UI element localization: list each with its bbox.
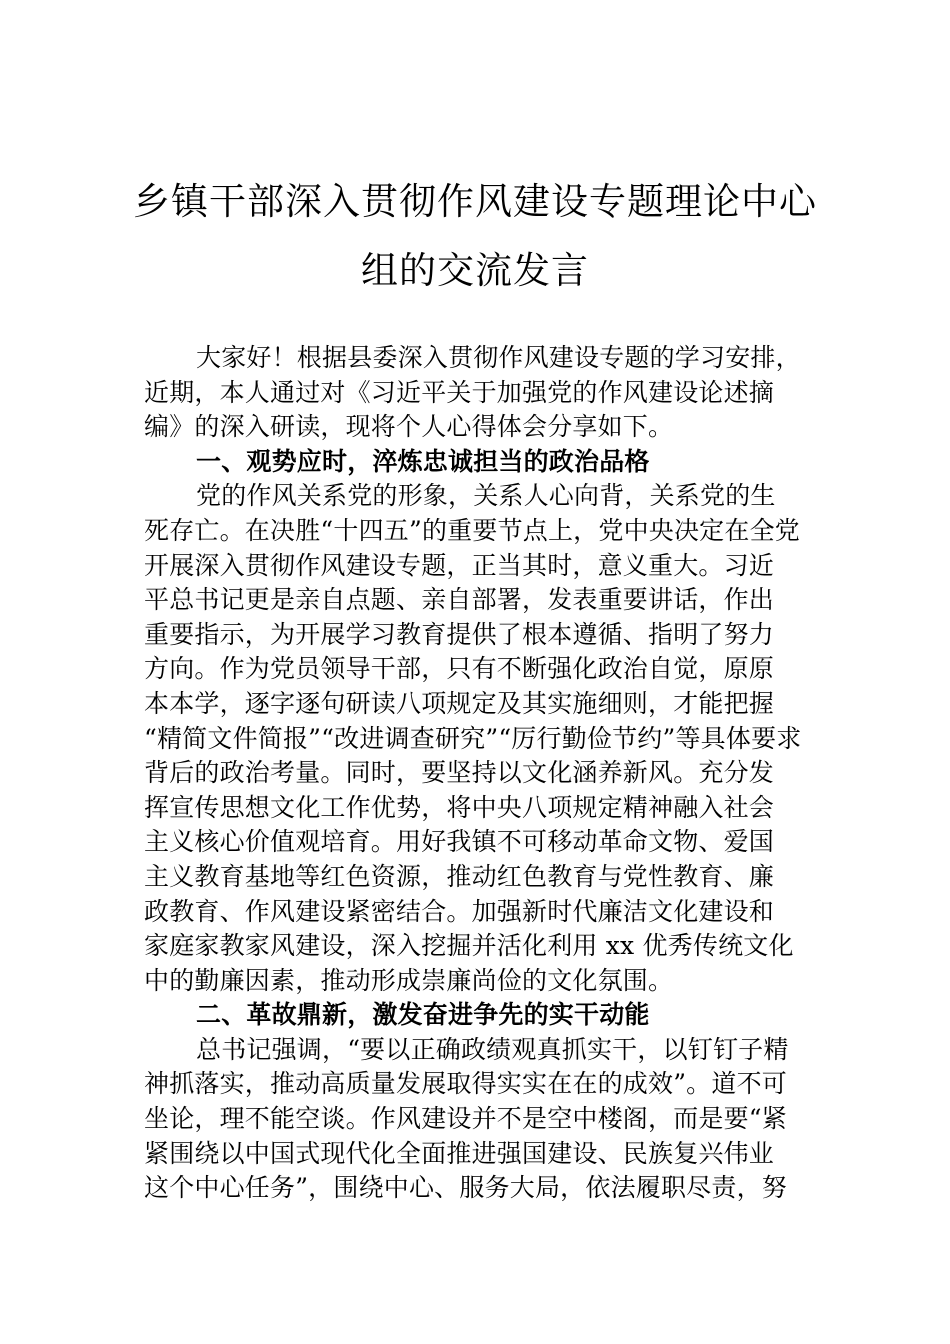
paragraph-line: 坐论，理不能空谈。作风建设并不是空中楼阁，而是要“紧 bbox=[144, 1104, 787, 1134]
paragraph-line: 死存亡。在决胜“十四五”的重要节点上，党中央决定在全党 bbox=[144, 515, 800, 545]
paragraph-line: “精简文件简报”“改进调查研究”“厉行勤俭节约”等具体要求 bbox=[144, 723, 802, 753]
paragraph-line: 总书记强调，“要以正确政绩观真抓实干，以钉钉子精 bbox=[196, 1034, 789, 1064]
paragraph-line: 主义核心价值观培育。用好我镇不可移动革命文物、爱国 bbox=[144, 827, 775, 857]
paragraph-line: 开展深入贯彻作风建设专题，正当其时，意义重大。习近 bbox=[144, 550, 775, 580]
paragraph-line: 神抓落实，推动高质量发展取得实实在在的成效”。道不可 bbox=[144, 1069, 787, 1099]
document-title-line-1: 乡镇干部深入贯彻作风建设专题理论中心 bbox=[133, 180, 817, 223]
section-heading: 一、观势应时，淬炼忠诚担当的政治品格 bbox=[196, 446, 650, 476]
paragraph-line: 近期，本人通过对《习近平关于加强党的作风建设论述摘 bbox=[144, 377, 775, 407]
paragraph-line: 主义教育基地等红色资源，推动红色教育与党性教育、廉 bbox=[144, 861, 775, 891]
paragraph-line: 方向。作为党员领导干部，只有不断强化政治自觉，原原 bbox=[144, 654, 775, 684]
paragraph-line: 背后的政治考量。同时，要坚持以文化涵养新风。充分发 bbox=[144, 758, 775, 788]
paragraph-line: 党的作风关系党的形象，关系人心向背，关系党的生 bbox=[196, 481, 776, 511]
document-title-line-2: 组的交流发言 bbox=[361, 249, 589, 292]
paragraph-line: 重要指示，为开展学习教育提供了根本遵循、指明了努力 bbox=[144, 619, 775, 649]
paragraph-line: 挥宣传思想文化工作优势，将中央八项规定精神融入社会 bbox=[144, 792, 775, 822]
paragraph-line: 大家好！根据县委深入贯彻作风建设专题的学习安排， bbox=[196, 343, 801, 372]
paragraph-line: 中的勤廉因素，推动形成崇廉尚俭的文化氛围。 bbox=[144, 965, 674, 995]
paragraph-line: 这个中心任务”，围绕中心、服务大局，依法履职尽责，努 bbox=[144, 1173, 787, 1203]
paragraph-line: 紧围绕以中国式现代化全面推进强国建设、民族复兴伟业 bbox=[144, 1138, 775, 1168]
paragraph-line: 本本学，逐字逐句研读八项规定及其实施细则，才能把握 bbox=[144, 688, 775, 718]
paragraph-line: 编》的深入研读，现将个人心得体会分享如下。 bbox=[144, 412, 674, 442]
paragraph-line: 家庭家教家风建设，深入挖掘并活化利用 xx 优秀传统文化 bbox=[144, 931, 794, 961]
section-heading: 二、革故鼎新，激发奋进争先的实干动能 bbox=[196, 1000, 650, 1030]
paragraph-line: 政教育、作风建设紧密结合。加强新时代廉洁文化建设和 bbox=[144, 896, 775, 926]
paragraph-line: 平总书记更是亲自点题、亲自部署，发表重要讲话，作出 bbox=[144, 585, 775, 615]
document-body bbox=[144, 341, 834, 1206]
